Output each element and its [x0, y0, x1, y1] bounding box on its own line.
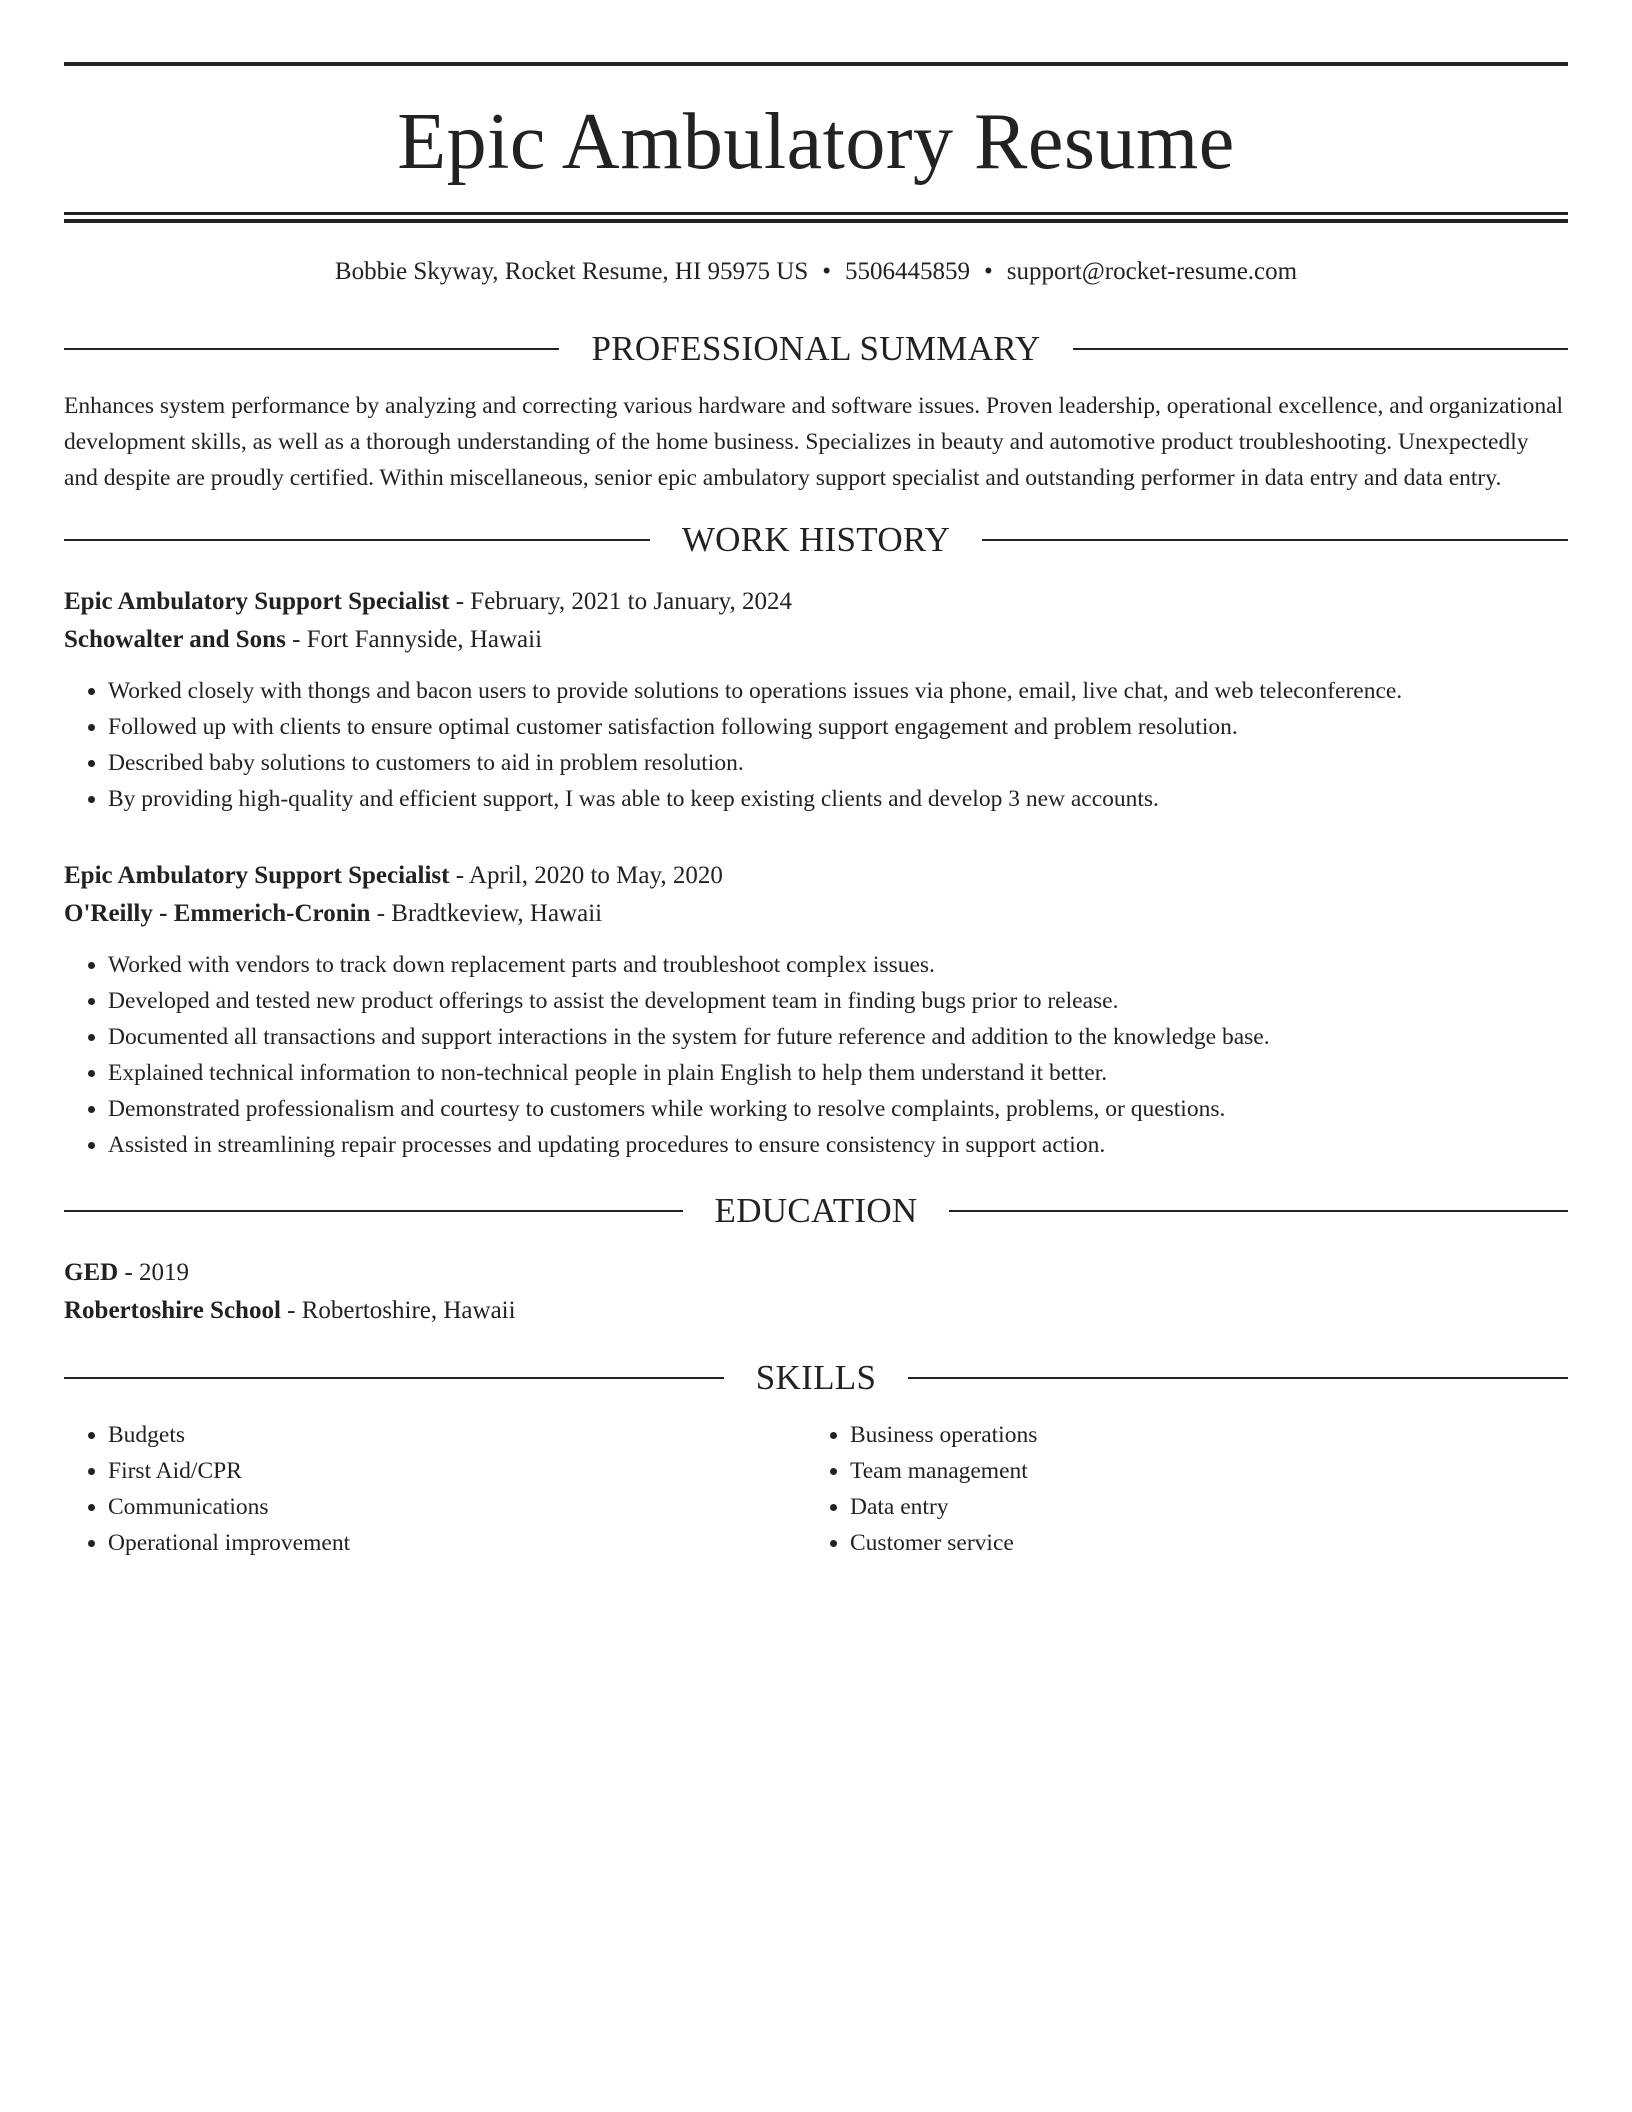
skill-item: • First Aid/CPR — [108, 1453, 806, 1489]
job-dates: - April, 2020 to May, 2020 — [449, 862, 723, 889]
job-title: Epic Ambulatory Support Specialist — [64, 588, 450, 615]
list-item: • Described baby solutions to customers to aid in problem resolution. — [108, 745, 1568, 781]
section-rule-right — [1073, 348, 1568, 350]
skills-column-right — [806, 1417, 1548, 1561]
skill-item: • Customer service — [850, 1525, 1548, 1561]
section-header-education — [64, 1193, 1568, 1228]
section-rule-left — [64, 348, 559, 350]
job-company-line — [64, 621, 1568, 659]
job-title-line — [64, 583, 1568, 621]
section-header-skills — [64, 1360, 1568, 1395]
contact-address: Bobbie Skyway, Rocket Resume, HI 95975 US — [334, 258, 809, 285]
section-rule-right — [949, 1210, 1568, 1212]
job-location: - Fort Fannyside, Hawaii — [285, 626, 543, 653]
resume-title: Epic Ambulatory Resume — [397, 98, 1235, 186]
education-school-line — [64, 1292, 1568, 1330]
list-item: • Documented all transactions and support interactions in the system for future reference and addition to the knowledge base. — [108, 1019, 1568, 1055]
section-header-summary — [64, 331, 1568, 366]
list-item: • By providing high-quality and efficient support, I was able to keep existing clients and develop 3 new accounts. — [108, 781, 1568, 817]
summary-paragraph: Enhances system performance by analyzing and correcting various hardware and software issues. Proven leadership, operational excellence, and organizational development skills, as well as a thorough understanding of the home business. Specializes in beauty and automotive product troubleshooting. Unexpectedly and despite are proudly certified. Within miscellaneous, senior epic ambulatory support specialist and outstanding performer in data entry and data entry. — [64, 393, 1564, 491]
skill-item: • Budgets — [108, 1417, 806, 1453]
contact-phone: 5506445859 — [845, 258, 971, 285]
job-entry — [64, 857, 1568, 1163]
job-company: Schowalter and Sons — [64, 626, 286, 653]
job-location: - Bradtkeview, Hawaii — [370, 900, 603, 927]
job-entry — [64, 583, 1568, 817]
skill-item: • Data entry — [850, 1489, 1548, 1525]
contact-separator: • — [984, 258, 993, 285]
section-rule-left — [64, 1210, 683, 1212]
job-title: Epic Ambulatory Support Specialist — [64, 862, 450, 889]
list-item: • Followed up with clients to ensure optimal customer satisfaction following support engagement and problem resolution. — [108, 709, 1568, 745]
education-degree-line — [64, 1254, 1568, 1292]
section-rule-left — [64, 1377, 724, 1379]
job-company-line — [64, 895, 1568, 933]
skill-item: • Operational improvement — [108, 1525, 806, 1561]
job-title-line — [64, 857, 1568, 895]
skill-item: • Business operations — [850, 1417, 1548, 1453]
education-school: Robertoshire School — [64, 1297, 281, 1324]
job-company: O'Reilly - Emmerich-Cronin — [64, 900, 371, 927]
contact-separator: • — [822, 258, 832, 285]
list-item: • Demonstrated professionalism and courtesy to customers while working to resolve complaints, problems, or questions. — [108, 1091, 1568, 1127]
contact-email: support@rocket-resume.com — [1006, 258, 1298, 285]
title-double-rule — [64, 212, 1568, 223]
education-degree: GED — [64, 1259, 119, 1286]
job-bullets — [64, 673, 1568, 817]
job-dates: - February, 2021 to January, 2024 — [449, 588, 793, 615]
education-entry — [64, 1254, 1568, 1330]
contact-line — [64, 257, 1568, 287]
list-item: • Worked closely with thongs and bacon users to provide solutions to operations issues via phone, email, live chat, and web teleconference. — [108, 673, 1568, 709]
section-title-skills: SKILLS — [755, 1358, 877, 1397]
section-rule-right — [908, 1377, 1568, 1379]
section-rule-right — [982, 539, 1568, 541]
skill-item: • Communications — [108, 1489, 806, 1525]
list-item: • Explained technical information to non-technical people in plain English to help them understand it better. — [108, 1055, 1568, 1091]
education-year: - 2019 — [118, 1259, 190, 1286]
resume-page — [64, 62, 1568, 1561]
skill-item: • Team management — [850, 1453, 1548, 1489]
skills-list — [64, 1417, 1568, 1561]
section-title-summary: PROFESSIONAL SUMMARY — [591, 329, 1041, 368]
top-rule — [64, 62, 1568, 66]
job-bullets — [64, 947, 1568, 1163]
list-item: • Assisted in streamlining repair processes and updating procedures to ensure consistency in support action. — [108, 1127, 1568, 1163]
section-title-work: WORK HISTORY — [681, 520, 951, 559]
education-location: - Robertoshire, Hawaii — [280, 1297, 516, 1324]
skills-column-left — [64, 1417, 806, 1561]
section-header-work — [64, 522, 1568, 557]
list-item: • Worked with vendors to track down replacement parts and troubleshoot complex issues. — [108, 947, 1568, 983]
list-item: • Developed and tested new product offerings to assist the development team in finding bugs prior to release. — [108, 983, 1568, 1019]
section-title-education: EDUCATION — [714, 1191, 918, 1230]
section-rule-left — [64, 539, 650, 541]
